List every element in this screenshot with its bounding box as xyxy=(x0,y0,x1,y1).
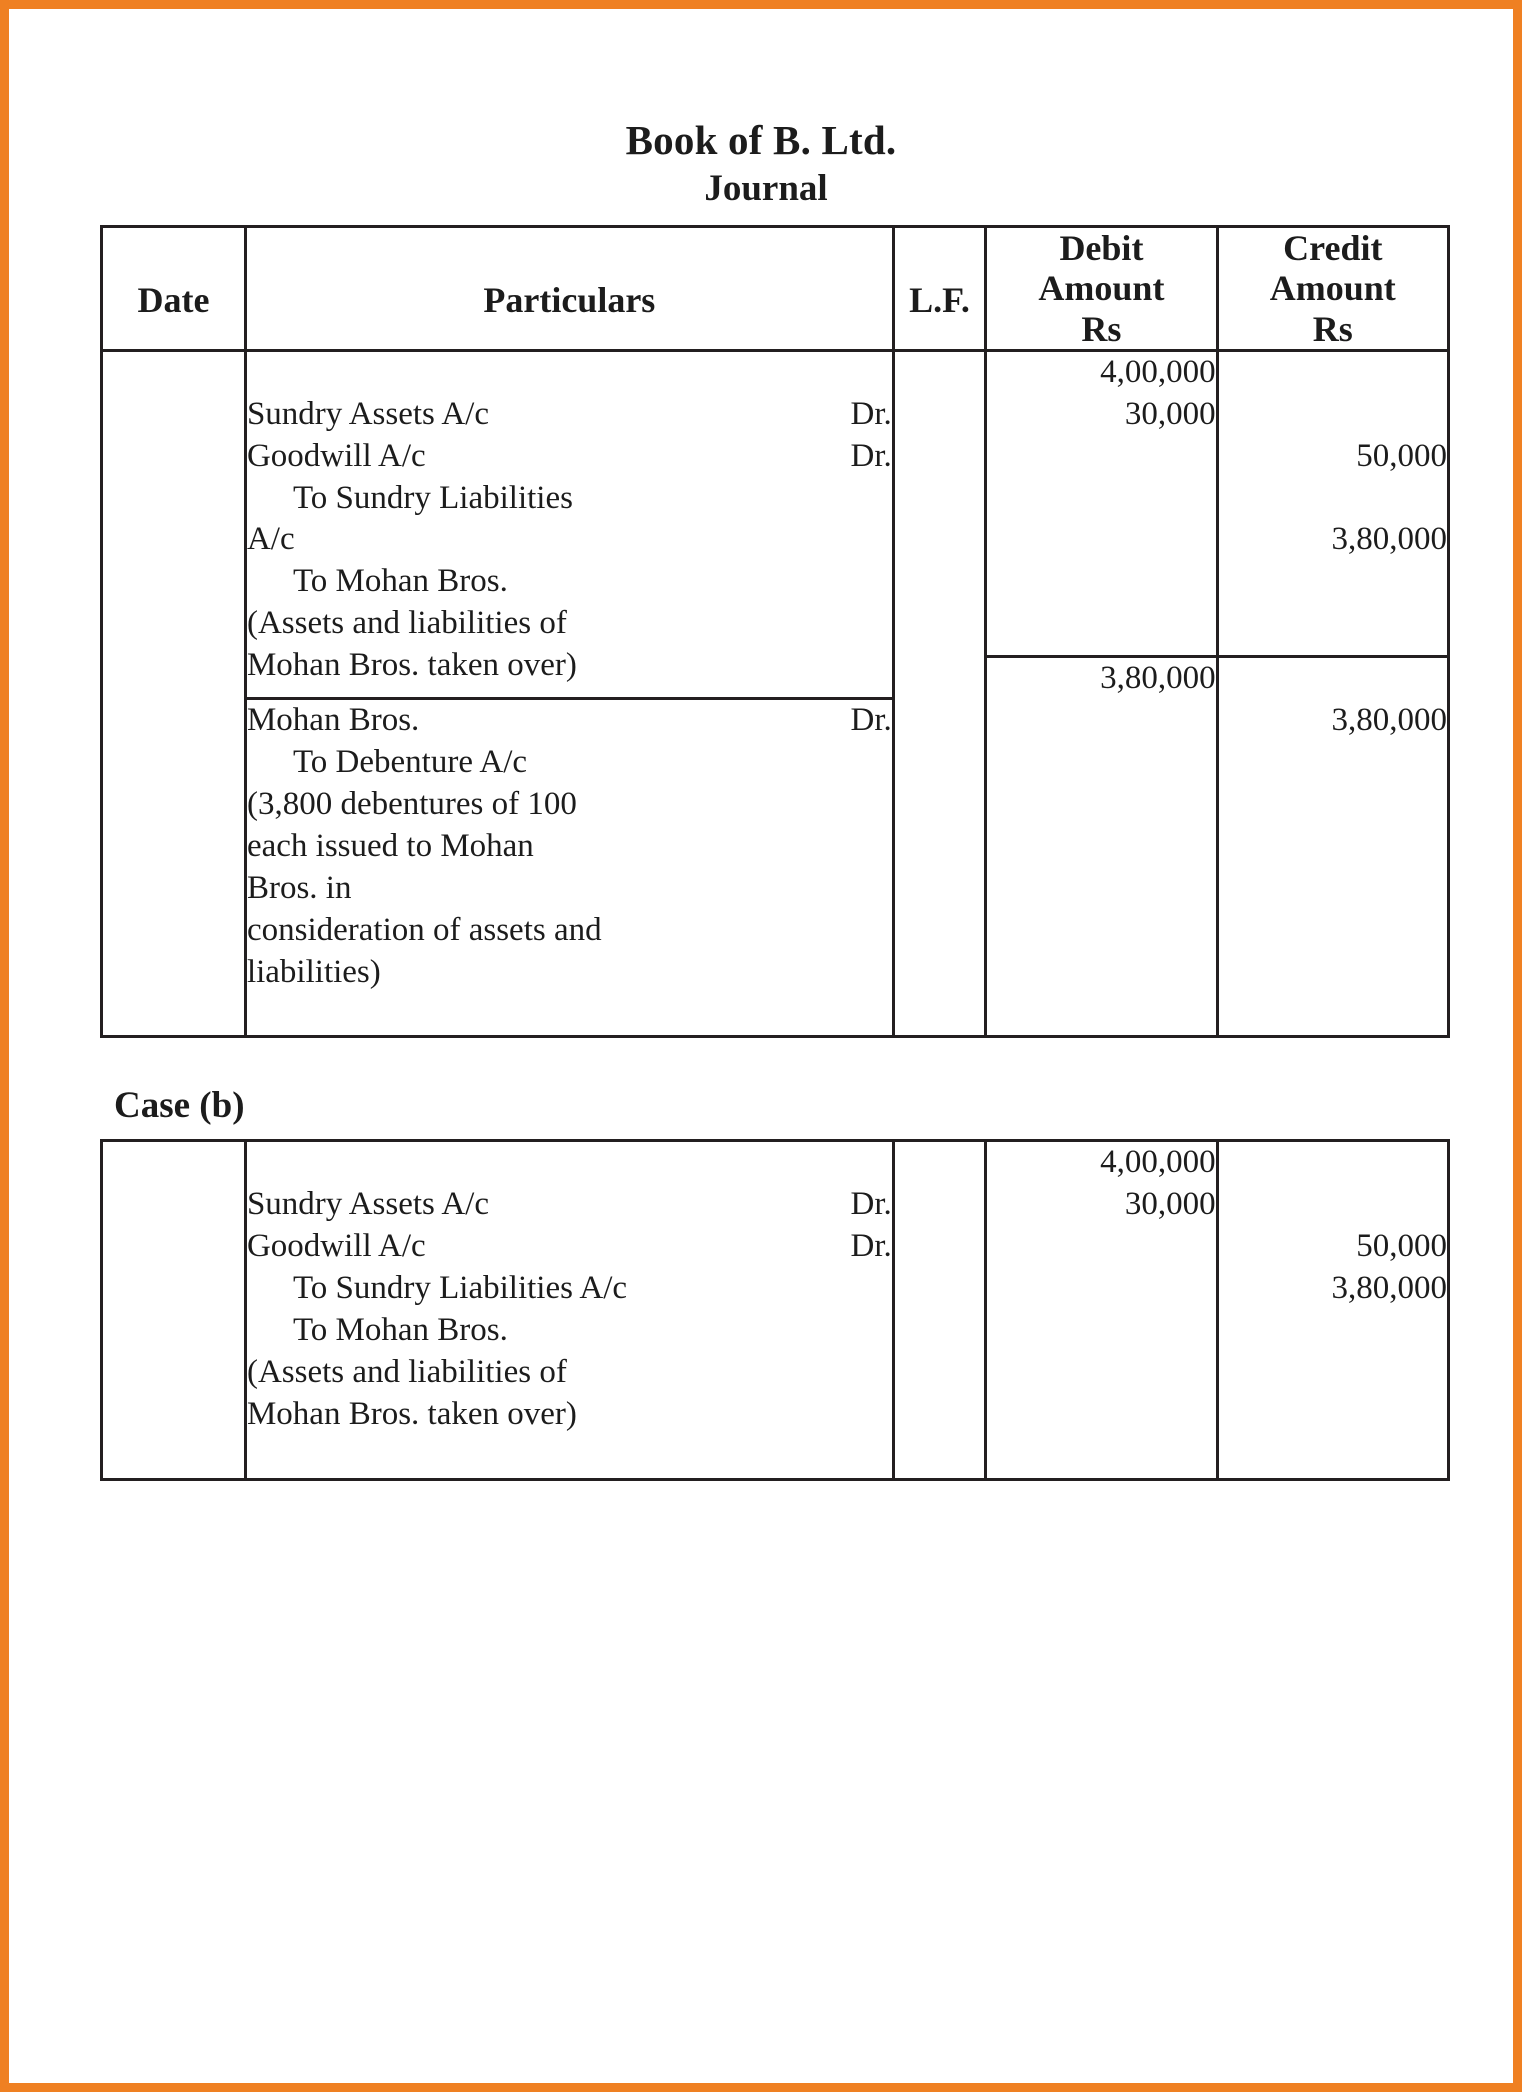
credit-label-line-3: Rs xyxy=(1312,308,1353,349)
debit-label-line-3: Rs xyxy=(1081,308,1122,349)
particulars-line-text: Goodwill A/c xyxy=(246,1228,426,1265)
particulars-line-text: Mohan Bros. xyxy=(246,702,420,739)
amount-value: 50,000 xyxy=(1356,437,1447,474)
particulars-line xyxy=(247,742,892,784)
amount-block xyxy=(987,1142,1215,1393)
cell-date xyxy=(102,1141,246,1479)
column-header-credit-amount xyxy=(1217,226,1448,350)
journal-table-b xyxy=(100,1139,1450,1480)
journal-table-a-head xyxy=(102,226,1449,350)
particulars-line xyxy=(247,603,892,645)
table-header-row xyxy=(102,226,1449,350)
particulars-line xyxy=(247,645,892,687)
particulars-line-text: each issued to Mohan xyxy=(246,827,534,864)
particulars-line-text: Bros. in xyxy=(246,869,352,906)
amount-value: 30,000 xyxy=(1124,395,1216,432)
credit-label-line-1: Credit xyxy=(1283,227,1383,268)
particulars-line xyxy=(247,1310,892,1352)
column-header-debit-amount xyxy=(986,226,1217,350)
amount-value: 3,80,000 xyxy=(1331,521,1447,558)
debit-credit-marker: Dr. xyxy=(850,437,892,474)
cell-lf xyxy=(893,350,986,1037)
particulars-line xyxy=(247,1352,892,1394)
debit-label-line-2: Amount xyxy=(1038,268,1165,309)
particulars-line-text: Sundry Assets A/c xyxy=(246,1186,489,1223)
debit-label-line-1: Debit xyxy=(1059,227,1144,268)
particulars-line-text: liabilities) xyxy=(246,953,381,990)
particulars-line-text: (Assets and liabilities of xyxy=(246,1353,567,1390)
journal-table-a xyxy=(100,225,1450,1038)
cell-particulars xyxy=(245,350,893,1037)
amount-block xyxy=(987,655,1215,951)
page-title: Book of B. Ltd. xyxy=(625,117,897,163)
particulars-line-text: To Sundry Liabilities A/c xyxy=(292,1270,628,1307)
particulars-line xyxy=(247,1394,892,1436)
particulars-line xyxy=(247,784,892,826)
particulars-line-text: Mohan Bros. taken over) xyxy=(246,1395,577,1432)
cell-credit-amount xyxy=(1217,1141,1448,1479)
debit-credit-marker: Dr. xyxy=(850,1186,892,1223)
particulars-line-text: To Debenture A/c xyxy=(292,743,528,780)
journal-entry xyxy=(247,1184,892,1435)
amount-value: 4,00,000 xyxy=(1100,353,1216,390)
particulars-line-text: (Assets and liabilities of xyxy=(246,605,567,642)
amount-block xyxy=(987,352,1215,645)
amount-value: 50,000 xyxy=(1356,1228,1447,1265)
particulars-line xyxy=(247,1268,892,1310)
particulars-line xyxy=(247,561,892,603)
debit-credit-marker: Dr. xyxy=(850,1228,892,1265)
column-header-lf: L.F. xyxy=(893,226,986,350)
journal-entry xyxy=(247,697,892,993)
particulars-line xyxy=(247,478,892,520)
credit-label-line-2: Amount xyxy=(1269,268,1396,309)
column-header-date: Date xyxy=(102,226,246,350)
column-header-particulars: Particulars xyxy=(245,226,893,350)
page-subtitle: Journal xyxy=(704,168,828,210)
particulars-line-text: consideration of assets and xyxy=(246,911,602,948)
particulars-line-text: To Sundry Liabilities xyxy=(292,479,573,516)
table-row xyxy=(102,1141,1449,1479)
amount-value: 3,80,000 xyxy=(1100,660,1216,697)
particulars-line-text: Mohan Bros. taken over) xyxy=(246,647,577,684)
cell-date xyxy=(102,350,246,1037)
particulars-line-text: (3,800 debentures of 100 xyxy=(246,785,577,822)
page-content xyxy=(9,9,1513,2083)
journal-entry xyxy=(247,394,892,687)
cell-debit-amount xyxy=(986,1141,1217,1479)
entry-block xyxy=(247,394,892,994)
cell-debit-amount xyxy=(986,350,1217,1037)
amount-value: 30,000 xyxy=(1124,1186,1216,1223)
particulars-line xyxy=(247,826,892,868)
debit-credit-marker: Dr. xyxy=(850,395,892,432)
cell-particulars xyxy=(245,1141,893,1479)
particulars-line xyxy=(247,519,892,561)
debit-credit-marker: Dr. xyxy=(850,702,892,739)
particulars-line-text: To Mohan Bros. xyxy=(292,563,508,600)
amount-block xyxy=(1219,1142,1447,1393)
cell-lf xyxy=(893,1141,986,1479)
particulars-line-text: A/c xyxy=(246,521,295,558)
particulars-line xyxy=(247,700,892,742)
cell-credit-amount xyxy=(1217,350,1448,1037)
journal-table-b-body xyxy=(102,1141,1449,1479)
amount-value: 3,80,000 xyxy=(1331,1270,1447,1307)
particulars-line xyxy=(247,394,892,436)
particulars-line xyxy=(247,868,892,910)
amount-block xyxy=(1219,655,1447,951)
entry-block xyxy=(247,1184,892,1435)
particulars-line-text: Sundry Assets A/c xyxy=(246,395,489,432)
journal-table-a-body xyxy=(102,350,1449,1037)
amount-block xyxy=(1219,352,1447,645)
table-row xyxy=(102,350,1449,1037)
particulars-line xyxy=(247,1226,892,1268)
journal-section-b xyxy=(86,1038,1447,1480)
particulars-line-text: Goodwill A/c xyxy=(246,437,426,474)
journal-section-a xyxy=(86,225,1447,1038)
particulars-line xyxy=(247,910,892,952)
particulars-line xyxy=(247,952,892,994)
particulars-line xyxy=(247,1184,892,1226)
particulars-line xyxy=(247,436,892,478)
amount-value: 4,00,000 xyxy=(1100,1144,1216,1181)
case-b-heading: Case (b) xyxy=(114,1085,245,1127)
amount-value: 3,80,000 xyxy=(1331,702,1447,739)
particulars-line-text: To Mohan Bros. xyxy=(292,1311,508,1348)
